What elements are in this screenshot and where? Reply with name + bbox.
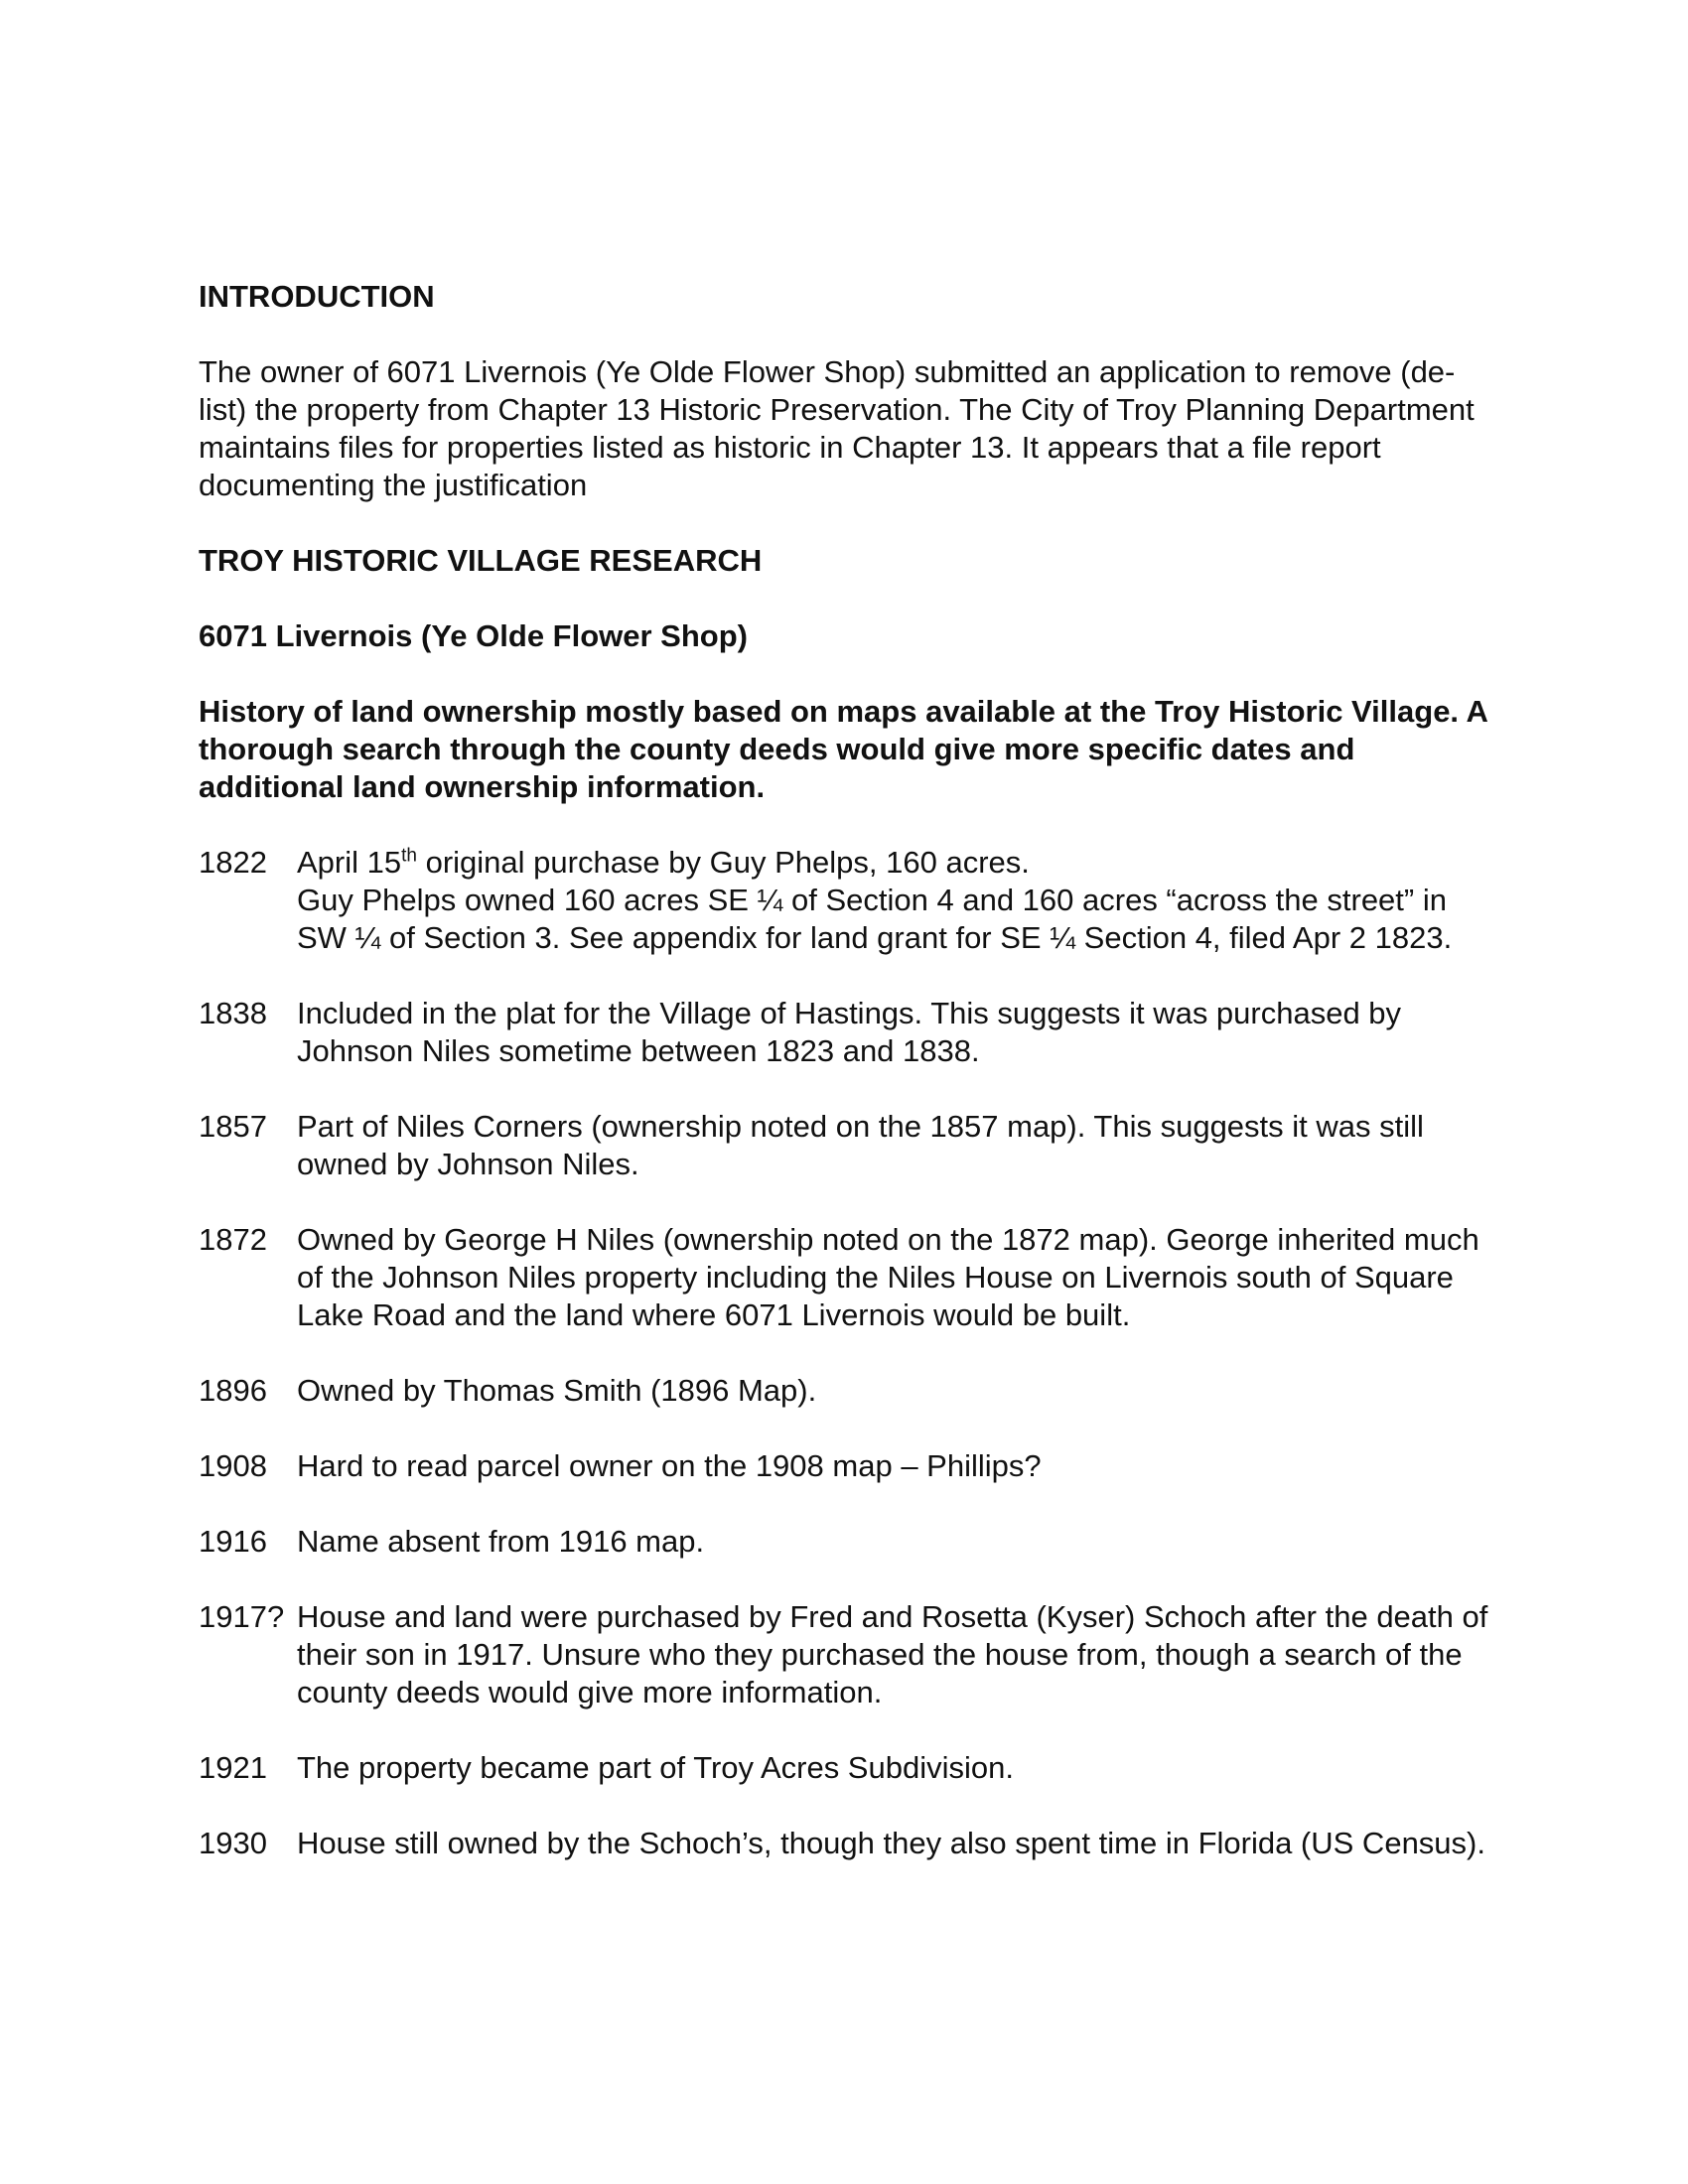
timeline-entry-1857 — [199, 1108, 1499, 1183]
timeline-year: 1838 — [199, 996, 267, 1030]
research-summary: History of land ownership mostly based on maps available at the Troy Historic Village. A thorough search through the county deeds would give more specific dates and additional land ownership information. — [199, 694, 1487, 804]
timeline-entry-1916 — [199, 1523, 1499, 1561]
timeline-year: 1872 — [199, 1222, 267, 1257]
timeline-entry-1896 — [199, 1372, 1499, 1410]
timeline-text: Included in the plat for the Village of Hastings. This suggests it was purchased by Johnson Niles sometime between 1823 and 1838. — [297, 996, 1402, 1068]
timeline-entry-1838 — [199, 995, 1499, 1070]
introduction-heading: INTRODUCTION — [199, 279, 435, 314]
timeline-text-date: April 15 — [297, 845, 402, 880]
timeline-text: House and land were purchased by Fred and Rosetta (Kyser) Schoch after the death of their son in 1917. Unsure who they purchased the house from, though a search of the county deeds would give more information. — [297, 1599, 1488, 1709]
timeline-text: Name absent from 1916 map. — [297, 1524, 705, 1559]
ordinal-suffix: th — [401, 845, 417, 867]
timeline-text: Owned by George H Niles (ownership noted on the 1872 map). George inherited much of the Johnson Niles property including the Niles House on Livernois south of Square Lake Road and the land where 6071 Livernois would be built. — [297, 1222, 1479, 1332]
timeline-text: Hard to read parcel owner on the 1908 map – Phillips? — [297, 1448, 1042, 1483]
timeline-year: 1916 — [199, 1524, 267, 1559]
timeline-entry-1921 — [199, 1749, 1499, 1787]
timeline-text-line2: Guy Phelps owned 160 acres SE ¼ of Section 4 and 160 acres “across the street” in SW ¼ of Section 3. See appendix for land grant for SE ¼ Section 4, filed Apr 2 1823. — [297, 883, 1453, 955]
timeline-year: 1930 — [199, 1826, 267, 1860]
timeline-year: 1921 — [199, 1750, 267, 1785]
timeline-text: The property became part of Troy Acres Subdivision. — [297, 1750, 1014, 1785]
timeline-entry-1917 — [199, 1598, 1499, 1711]
timeline-text-line1: original purchase by Guy Phelps, 160 acres. — [416, 845, 1030, 880]
timeline-entry-1908 — [199, 1447, 1499, 1485]
timeline-text: House still owned by the Schoch’s, though they also spent time in Florida (US Census). — [297, 1826, 1485, 1860]
introduction-paragraph: The owner of 6071 Livernois (Ye Olde Flower Shop) submitted an application to remove (de-list) the property from Chapter 13 Historic Preservation. The City of Troy Planning Department maintains files for properties listed as historic in Chapter 13. It appears that a file report documenting the justification — [199, 354, 1475, 502]
property-subheading: 6071 Livernois (Ye Olde Flower Shop) — [199, 618, 748, 653]
timeline-year: 1917? — [199, 1599, 285, 1634]
timeline-text: Part of Niles Corners (ownership noted on the 1857 map). This suggests it was still owned by Johnson Niles. — [297, 1109, 1424, 1181]
timeline-entry-1872 — [199, 1221, 1499, 1334]
timeline-year: 1896 — [199, 1373, 267, 1408]
timeline-year: 1908 — [199, 1448, 267, 1483]
timeline-text: Owned by Thomas Smith (1896 Map). — [297, 1373, 817, 1408]
timeline-year: 1857 — [199, 1109, 267, 1144]
timeline-entry-1930 — [199, 1825, 1499, 1862]
document-page — [199, 278, 1499, 1900]
research-heading: TROY HISTORIC VILLAGE RESEARCH — [199, 543, 763, 578]
timeline-text — [297, 844, 1499, 957]
timeline-year: 1822 — [199, 845, 267, 880]
timeline-entry-1822 — [199, 844, 1499, 957]
